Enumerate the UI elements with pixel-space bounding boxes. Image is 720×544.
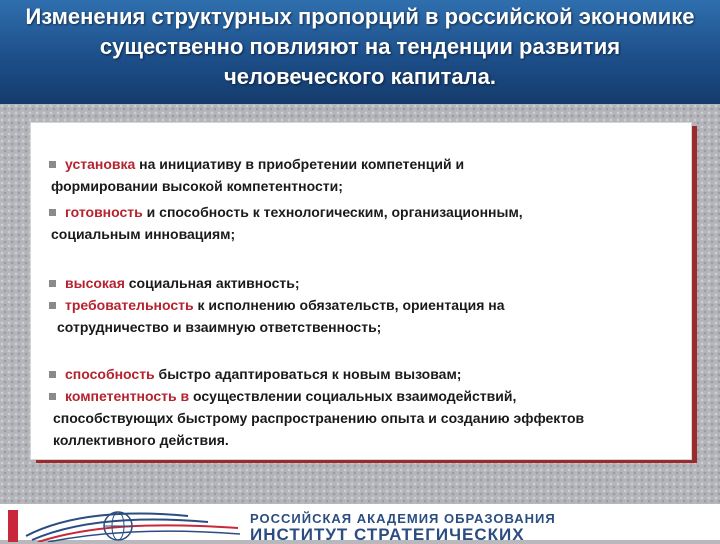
footer-line-2: ИНСТИТУТ СТРАТЕГИЧЕСКИХ: [250, 525, 525, 544]
square-bullet-icon: [49, 302, 56, 309]
list-item: [49, 201, 679, 245]
item-keyword: требовательность: [65, 297, 194, 313]
list-item: [49, 363, 679, 385]
footer-line-1: РОССИЙСКАЯ АКАДЕМИЯ ОБРАЗОВАНИЯ: [250, 511, 556, 526]
slide-header: [0, 0, 720, 106]
list-item: [49, 385, 679, 451]
square-bullet-icon: [49, 209, 56, 216]
slide-title: Изменения структурных пропорций в российской экономике существенно повлияют на тенденции развития человеческого капитала.: [25, 4, 695, 89]
footer-institute-name: [250, 512, 720, 544]
item-continuation: сотрудничество и взаимную ответственность;: [57, 319, 382, 335]
square-bullet-icon: [49, 280, 56, 287]
list-item: [49, 272, 679, 294]
list-item: [49, 153, 679, 197]
item-keyword: высокая: [65, 275, 125, 291]
item-text: на инициативу в приобретении компетенций и: [135, 156, 465, 172]
item-keyword: установка: [65, 156, 136, 172]
item-keyword: компетентность в: [65, 388, 190, 404]
item-keyword: способность: [65, 366, 155, 382]
institute-logo-icon: [8, 506, 243, 542]
list-item: [49, 294, 679, 338]
item-text: к исполнению обязательств, ориентация на: [193, 297, 505, 313]
footer-bar: [0, 504, 720, 544]
square-bullet-icon: [49, 393, 56, 400]
square-bullet-icon: [49, 161, 56, 168]
item-continuation: формировании высокой компетентности;: [51, 178, 343, 194]
item-text: быстро адаптироваться к новым вызовам;: [154, 366, 462, 382]
item-continuation: способствующих быстрому распространению опыта и созданию эффектов коллективного действия.: [53, 410, 585, 448]
item-continuation: социальным инновациям;: [51, 226, 236, 242]
content-card: [30, 122, 692, 460]
item-text: социальная активность;: [124, 275, 300, 291]
item-text: и способность к технологическим, организационным,: [142, 204, 523, 220]
square-bullet-icon: [49, 371, 56, 378]
item-text: осуществлении социальных взаимодействий,: [189, 388, 517, 404]
item-keyword: готовность: [65, 204, 143, 220]
